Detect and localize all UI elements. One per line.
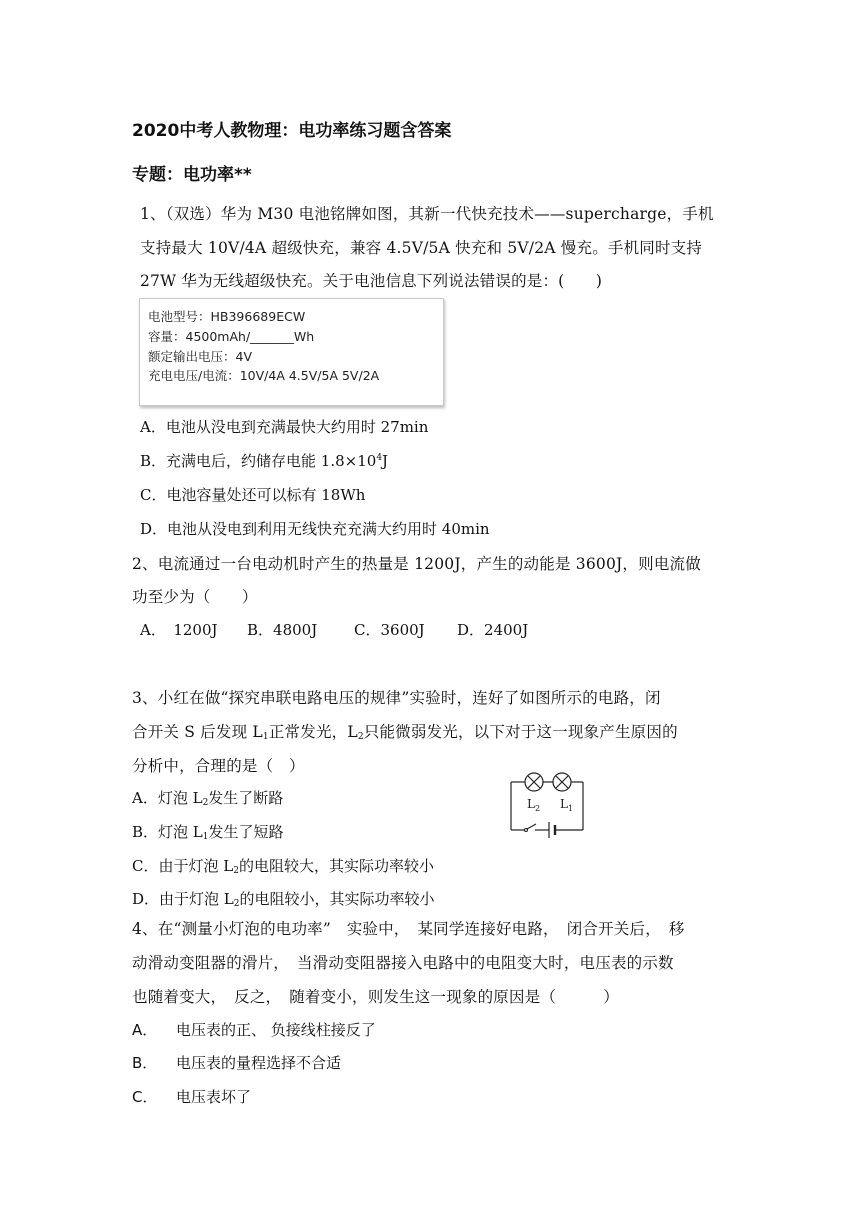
q3-stem-line2: 合开关 S 后发现 $L_1$正常发光，$L_2$只能微弱发光，以下对于这一现象产生原因的 (132, 723, 678, 742)
battery-label-image (139, 298, 444, 406)
q1-option-d: D．电池从没电到利用无线快充充满大约用时 40min (140, 520, 490, 538)
q1-option-b: B．充满电后，约储存电能 $1.8\times 10^4J$ (140, 452, 389, 470)
q2-stem-line2: 功至少为（ ） (132, 588, 258, 606)
page-title: 2020中考人教物理：电功率练习题含答案 (132, 121, 452, 141)
q4-stem-line1: 4、在“测量小灯泡的电功率” 实验中， 某同学连接好电路， 闭合开关后， 移 (132, 920, 685, 938)
battery-charging: 充电电压/电流：10V/4A 4.5V/5A 5V/2A (148, 368, 380, 383)
bulb-l2-icon (525, 773, 543, 791)
battery-capacity: 容量：4500mAh/_______Wh (148, 329, 315, 344)
q1-option-c: C．电池容量处还可以标有 18Wh (140, 486, 366, 504)
series-circuit-diagram (505, 764, 590, 839)
q1-stem-line3: 27W 华为无线超级快充。关于电池信息下列说法错误的是：( ) (140, 272, 603, 290)
q2-option-a: A． 1200J (140, 621, 218, 639)
q3-stem-line1: 3、小红在做“探究串联电路电压的规律”实验时，连好了如图所示的电路，闭 (132, 689, 661, 707)
q4-option-b: B． 电压表的量程选择不合适 (132, 1054, 342, 1072)
q3-option-a: A．灯泡 $L_2$发生了断路 (132, 789, 284, 808)
q2-option-d: D．2400J (457, 621, 529, 639)
q4-option-a: A． 电压表的正、 负接线柱接反了 (132, 1021, 376, 1039)
q1-option-a: A．电池从没电到充满最快大约用时 27min (140, 418, 429, 436)
bulb-l2-label: $L_2$ (527, 797, 541, 813)
q3-option-b: B．灯泡 $L_1$发生了短路 (132, 823, 284, 842)
topic-heading: 专题：电功率** (132, 165, 252, 185)
q4-option-c: C． 电压表坏了 (132, 1088, 252, 1106)
battery-icon (549, 822, 555, 838)
q3-option-d: D．由于灯泡 $L_2$的电阻较小，其实际功率较小 (132, 890, 435, 909)
bulb-l1-icon (553, 773, 571, 791)
q3-stem-line3: 分析中，合理的是（ ） (132, 757, 305, 775)
q2-option-c: C．3600J (354, 621, 425, 639)
bulb-l1-label: $L_1$ (560, 797, 574, 813)
battery-model: 电池型号：HB396689ECW (148, 309, 306, 324)
q1-stem-line2: 支持最大 10V/4A 超级快充，兼容 4.5V/5A 快充和 5V/2A 慢充。手机同时支持 (140, 239, 703, 257)
battery-voltage: 额定输出电压：4V (148, 349, 253, 364)
q1-stem-line1: 1、（双选）华为 M30 电池铭牌如图，其新一代快充技术——supercharge，手机 (140, 205, 714, 223)
q4-stem-line3: 也随着变大， 反之， 随着变小，则发生这一现象的原因是（ ） (132, 988, 619, 1006)
q2-option-b: B．4800J (247, 621, 318, 639)
q4-stem-line2: 动滑动变阻器的滑片， 当滑动变阻器接入电路中的电阻变大时，电压表的示数 (132, 954, 674, 972)
switch-icon (525, 824, 537, 832)
q3-option-c: C．由于灯泡 $L_2$的电阻较大，其实际功率较小 (132, 857, 434, 876)
q2-stem-line1: 2、电流通过一台电动机时产生的热量是 1200J，产生的动能是 3600J，则电流做 (132, 555, 701, 573)
